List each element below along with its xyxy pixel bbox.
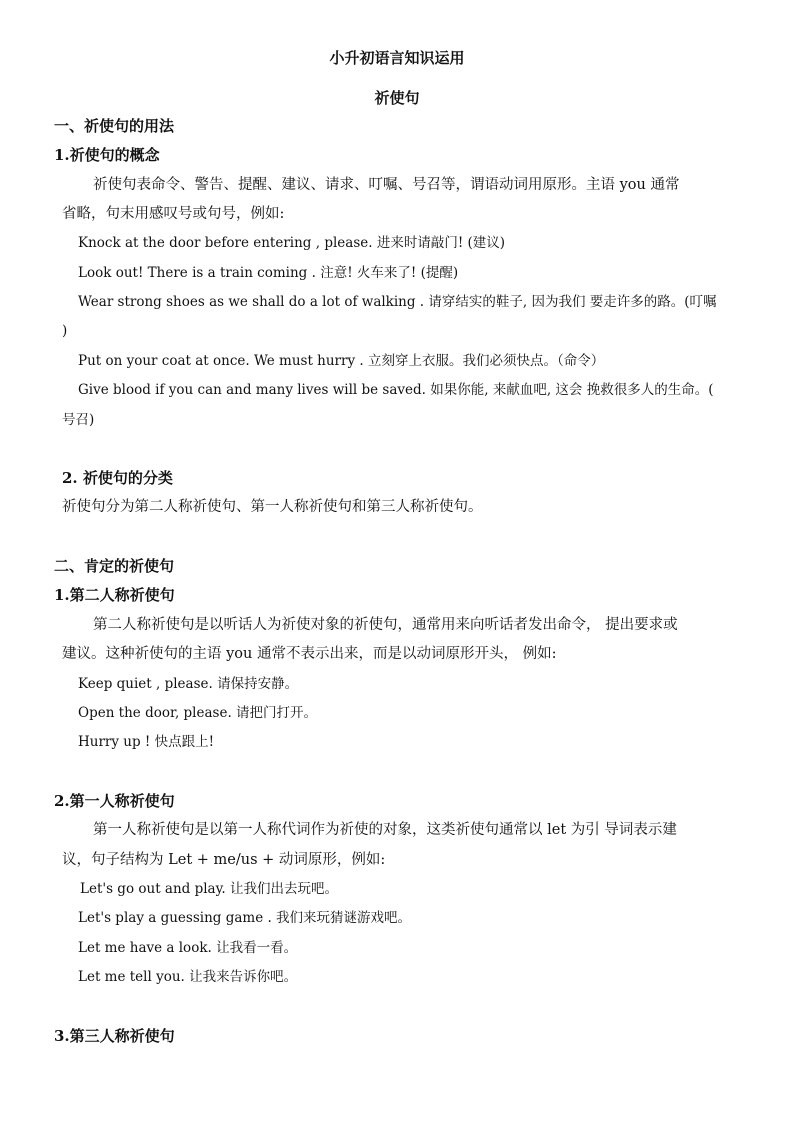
document-title: 小升初语言知识运用	[329, 49, 465, 67]
example-sentence-continuation: 号召)	[62, 412, 95, 428]
section-1-heading: 一、祈使句的用法	[54, 117, 175, 135]
section-2-1-paragraph-line-2: 建议。这种祈使句的主语 you 通常不表示出来，而是以动词原形开头， 例如:	[62, 646, 557, 662]
example-sentence: Put on your coat at once. We must hurry . 立刻穿上衣服。我们必须快点。（命令）	[78, 353, 605, 369]
example-sentence: Hurry up ! 快点跟上!	[78, 734, 215, 750]
example-sentence: Knock at the door before entering , please. 进来时请敲门! (建议)	[78, 235, 506, 251]
section-2-3-heading: 3.第三人称祈使句	[54, 1027, 175, 1045]
section-2-1-paragraph-line-1: 第二人称祈使句是以听话人为祈使对象的祈使句，通常用来向听话者发出命令， 提出要求或	[93, 617, 678, 633]
example-sentence: Keep quiet , please. 请保持安静。	[78, 676, 299, 692]
example-sentence: Look out! There is a train coming . 注意! 火车来了! (提醒)	[78, 265, 459, 281]
section-1-2-heading: 2. 祈使句的分类	[62, 469, 173, 487]
section-2-2-paragraph-line-2: 议，句子结构为 Let + me/us + 动词原形，例如:	[62, 852, 386, 868]
section-2-1-heading: 1.第二人称祈使句	[54, 586, 175, 604]
section-1-1-paragraph-line-2: 省略，句末用感叹号或句号，例如:	[62, 206, 285, 222]
section-1-1-paragraph-line-1: 祈使句表命令、警告、提醒、建议、请求、叮嘱、号召等，谓语动词用原形。主语 you 通常	[93, 177, 680, 193]
example-sentence: Wear strong shoes as we shall do a lot of walking . 请穿结实的鞋子, 因为我们 要走许多的路。(叮嘱	[78, 294, 717, 310]
document-subtitle: 祈使句	[374, 89, 420, 107]
section-1-2-paragraph: 祈使句分为第二人称祈使句、第一人称祈使句和第三人称祈使句。	[62, 499, 483, 515]
example-sentence: Open the door, please. 请把门打开。	[78, 705, 318, 721]
section-2-heading: 二、肯定的祈使句	[54, 557, 175, 575]
example-sentence: Let me have a look. 让我看一看。	[78, 940, 298, 956]
section-2-2-paragraph-line-1: 第一人称祈使句是以第一人称代词作为祈使的对象，这类祈使句通常以 let 为引 导词表示建	[93, 822, 677, 838]
example-sentence: Let's play a guessing game . 我们来玩猜谜游戏吧。	[78, 910, 412, 926]
example-sentence-continuation: )	[62, 323, 68, 339]
example-sentence: Let me tell you. 让我来告诉你吧。	[78, 969, 298, 985]
example-sentence: Let's go out and play. 让我们出去玩吧。	[80, 881, 339, 897]
section-1-1-heading: 1.祈使句的概念	[54, 146, 160, 164]
example-sentence: Give blood if you can and many lives will be saved. 如果你能, 来献血吧, 这会 挽救很多人的生命。(	[78, 382, 714, 398]
section-2-2-heading: 2.第一人称祈使句	[54, 792, 175, 810]
